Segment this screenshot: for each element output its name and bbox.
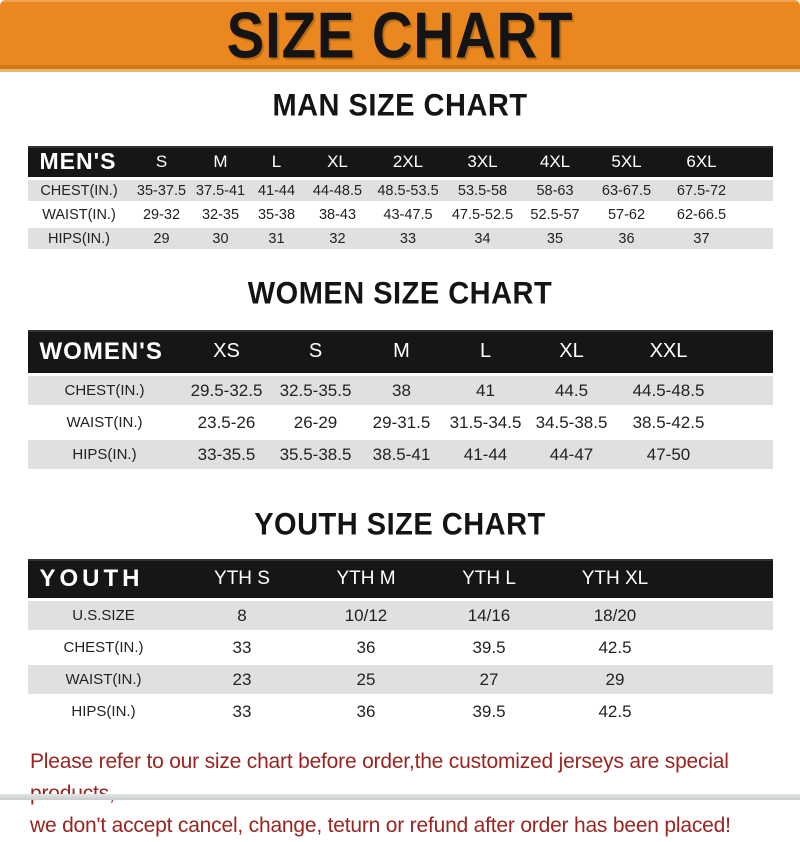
size-value: 14/16 — [428, 601, 551, 630]
size-value: 23 — [180, 665, 305, 694]
section-heading-youth: YOUTH SIZE CHART — [254, 507, 546, 543]
section-heading-women: WOMEN SIZE CHART — [247, 276, 553, 312]
row-label: CHEST(IN.) — [28, 180, 131, 201]
row-spacer — [741, 204, 773, 225]
size-value: 37.5-41 — [193, 180, 249, 201]
size-value: 38.5-41 — [360, 440, 444, 469]
size-value: 33-35.5 — [182, 440, 272, 469]
size-value: 39.5 — [472, 637, 506, 657]
size-value: 63-67.5 — [591, 180, 663, 201]
size-value: 44-47 — [528, 440, 616, 469]
row-spacer — [722, 376, 773, 405]
size-value: 43-47.5 — [383, 206, 433, 223]
size-value: 44-48.5 — [305, 180, 371, 201]
size-value: 25 — [305, 665, 428, 694]
size-value: 8 — [180, 601, 305, 630]
column-header: 2XL — [371, 146, 446, 177]
table-row — [28, 440, 773, 469]
size-value: 34 — [446, 228, 520, 249]
row-label: CHEST(IN.) — [63, 639, 144, 656]
column-header: 3XL — [446, 146, 520, 177]
size-chart-sections — [0, 89, 800, 729]
column-header: L — [249, 146, 305, 177]
size-value: 41 — [444, 376, 528, 405]
size-value: 29-31.5 — [372, 412, 431, 432]
row-label: CHEST(IN.) — [28, 376, 182, 405]
column-header: 6XL — [663, 146, 741, 177]
row-spacer — [722, 440, 773, 469]
size-value: 41-44 — [249, 180, 305, 201]
row-label: U.S.SIZE — [28, 601, 180, 630]
size-value: 41-44 — [444, 440, 528, 469]
section-youth — [0, 508, 800, 729]
size-value: 38 — [360, 376, 444, 405]
size-value: 37 — [663, 228, 741, 249]
size-value: 42.5 — [598, 637, 632, 657]
bottom-edge-strip — [0, 794, 800, 800]
size-table-women — [28, 327, 773, 472]
table-row — [28, 697, 773, 726]
size-value: 27 — [428, 665, 551, 694]
column-header: M — [360, 330, 444, 373]
header-spacer — [741, 146, 773, 177]
column-header: XS — [182, 330, 272, 373]
row-label: WAIST(IN.) — [42, 206, 116, 223]
column-header: S — [131, 146, 193, 177]
banner — [0, 0, 800, 72]
size-value: 38-43 — [318, 206, 357, 223]
section-men — [0, 89, 800, 252]
size-value: 44.5-48.5 — [616, 376, 722, 405]
size-value: 35-38 — [257, 206, 296, 223]
table-row — [28, 376, 773, 405]
size-value: 35.5-38.5 — [272, 440, 360, 469]
table-row — [28, 228, 773, 249]
column-header: XL — [305, 146, 371, 177]
size-value: 31 — [249, 228, 305, 249]
size-value: 33 — [232, 701, 252, 721]
column-header: L — [444, 330, 528, 373]
size-value: 33 — [371, 228, 446, 249]
footer-note-line1: Please refer to our size chart before order,the customized jerseys are special — [30, 750, 729, 773]
table-row — [28, 601, 773, 630]
column-header: 5XL — [591, 146, 663, 177]
size-value: 48.5-53.5 — [371, 180, 446, 201]
header-spacer — [722, 330, 773, 373]
size-value: 32 — [305, 228, 371, 249]
size-value: 23.5-26 — [197, 412, 256, 432]
size-value: 42.5 — [598, 701, 632, 721]
row-label: HIPS(IN.) — [71, 703, 136, 720]
size-value: 29-32 — [142, 206, 181, 223]
size-value: 39.5 — [472, 701, 506, 721]
size-value: 18/20 — [551, 601, 680, 630]
size-value: 34.5-38.5 — [535, 412, 608, 432]
size-value: 47.5-52.5 — [451, 206, 514, 223]
header-row-women — [28, 330, 773, 373]
size-value: 47-50 — [616, 440, 722, 469]
table-label-youth: YOUTH — [28, 559, 180, 598]
size-table-youth — [28, 556, 773, 729]
size-value: 31.5-34.5 — [449, 412, 522, 432]
size-value: 36 — [591, 228, 663, 249]
table-row — [28, 665, 773, 694]
size-value: 52.5-57 — [530, 206, 580, 223]
size-value: 38.5-42.5 — [632, 412, 705, 432]
table-row — [28, 204, 773, 225]
table-row — [28, 180, 773, 201]
row-label: HIPS(IN.) — [28, 228, 131, 249]
row-spacer — [680, 633, 773, 662]
column-header: 4XL — [520, 146, 591, 177]
size-value: 53.5-58 — [446, 180, 520, 201]
size-value: 36 — [356, 637, 376, 657]
size-value: 35-37.5 — [131, 180, 193, 201]
header-row-men — [28, 146, 773, 177]
size-value: 33 — [232, 637, 252, 657]
row-spacer — [680, 697, 773, 726]
size-value: 67.5-72 — [663, 180, 741, 201]
column-header: XL — [528, 330, 616, 373]
row-spacer — [680, 665, 773, 694]
size-value: 35 — [520, 228, 591, 249]
column-header: XXL — [616, 330, 722, 373]
size-value: 32-35 — [201, 206, 240, 223]
size-table-men — [28, 143, 773, 252]
column-header: S — [272, 330, 360, 373]
row-label: WAIST(IN.) — [66, 414, 143, 431]
column-header: YTH S — [180, 559, 305, 598]
footer-note-line2: we don't accept cancel, change, teturn or refund after order has been placed! — [30, 814, 731, 837]
row-spacer — [741, 228, 773, 249]
row-spacer — [741, 180, 773, 201]
column-header: M — [193, 146, 249, 177]
column-header: YTH XL — [551, 559, 680, 598]
size-value: 26-29 — [293, 412, 338, 432]
table-label-men: MEN'S — [28, 146, 131, 177]
size-value: 29 — [551, 665, 680, 694]
section-women — [0, 277, 800, 472]
table-label-women: WOMEN'S — [28, 330, 182, 373]
table-row — [28, 408, 773, 437]
size-value: 36 — [356, 701, 376, 721]
size-value: 30 — [193, 228, 249, 249]
row-spacer — [722, 408, 773, 437]
banner-title: SIZE CHART — [226, 0, 574, 72]
row-label: HIPS(IN.) — [28, 440, 182, 469]
size-value: 58-63 — [520, 180, 591, 201]
row-label: WAIST(IN.) — [28, 665, 180, 694]
column-header: YTH L — [428, 559, 551, 598]
column-header: YTH M — [305, 559, 428, 598]
row-spacer — [680, 601, 773, 630]
size-value: 10/12 — [305, 601, 428, 630]
size-value: 29.5-32.5 — [182, 376, 272, 405]
size-value: 44.5 — [528, 376, 616, 405]
section-heading-men: MAN SIZE CHART — [272, 88, 528, 124]
size-value: 62-66.5 — [676, 206, 727, 223]
size-value: 32.5-35.5 — [272, 376, 360, 405]
header-row-youth — [28, 559, 773, 598]
table-row — [28, 633, 773, 662]
size-value: 29 — [131, 228, 193, 249]
size-value: 57-62 — [607, 206, 646, 223]
header-spacer — [680, 559, 773, 598]
